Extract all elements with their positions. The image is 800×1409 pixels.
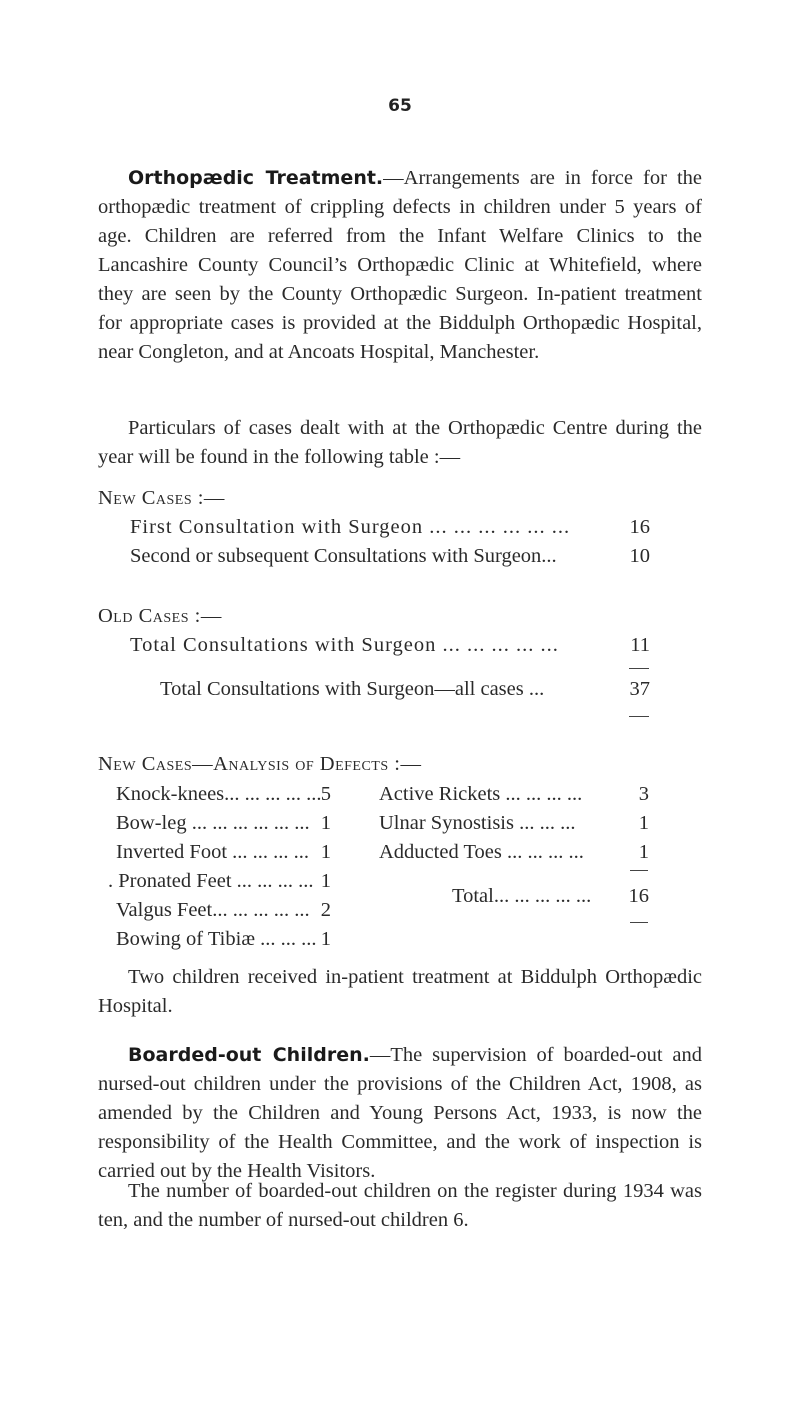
orthopaedic-body: —Arrangements are in force for the orthopædic treatment of crippling defects in children under 5 years of age. Children are referred from the Infant Welfare Clinics to the Lancashire County Council’s Orthopædic Clinic at Whitefield, where they are seen by the County Orthopædic Surgeon. In-patient treatment for appropriate cases is provided at the Biddulph Orthopædic Hospital, near Congleton, and at Ancoats Hospital, Manchester. [98, 167, 702, 363]
defect-label: Knock-knees... ... ... ... ... [116, 783, 322, 805]
defect-label: Active Rickets ... ... ... ... [379, 783, 583, 805]
page-number: 65 [388, 96, 412, 116]
total-consultation-label: Total Consultations with Surgeon—all cases ... [160, 678, 545, 700]
defect-value: 1 [638, 812, 649, 834]
defect-label: Bow-leg ... ... ... ... ... ... [116, 812, 310, 834]
rule-below-defect-total [630, 922, 648, 923]
defect-total-value: 16 [628, 885, 649, 907]
defect-value: 1 [320, 812, 331, 834]
rule-below-total [629, 716, 649, 717]
rule-above-defect-total [630, 870, 648, 871]
particulars-paragraph: Particulars of cases dealt with at the Orthopædic Centre during the year will be found in the following table :— [98, 417, 702, 468]
total-consultation-value: 37 [629, 678, 650, 700]
defect-label: Adducted Toes ... ... ... ... [379, 841, 584, 863]
defect-label: . Pronated Feet ... ... ... ... [108, 870, 314, 892]
defect-value: 5 [320, 783, 331, 805]
defect-value: 1 [638, 841, 649, 863]
orthopaedic-heading: Orthopædic Treatment. [128, 167, 384, 189]
defect-label: Bowing of Tibiæ ... ... ... [116, 928, 317, 950]
defect-value: 1 [320, 841, 331, 863]
second-consultation-value: 10 [629, 545, 650, 567]
second-consultation-label: Second or subsequent Consultations with Surgeon... [130, 545, 557, 567]
old-consultation-value: 11 [630, 634, 650, 656]
rule-above-total [629, 668, 649, 669]
defect-total-label: Total... ... ... ... ... [452, 885, 592, 907]
first-consultation-label: First Consultation with Surgeon ... ... ... ... ... ... [130, 516, 571, 538]
defect-label: Ulnar Synostisis ... ... ... [379, 812, 576, 834]
first-consultation-value: 16 [629, 516, 650, 538]
defect-label: Inverted Foot ... ... ... ... [116, 841, 310, 863]
inpatient-paragraph: Two children received in-patient treatment at Biddulph Orthopædic Hospital. [98, 966, 702, 1017]
register-paragraph: The number of boarded-out children on the register during 1934 was ten, and the number of nursed-out children 6. [98, 1180, 702, 1231]
defect-value: 3 [638, 783, 649, 805]
old-consultation-label: Total Consultations with Surgeon ... ... ... ... ... [130, 634, 559, 656]
boarded-body: —The supervision of boarded-out and nursed-out children under the provisions of the Children Act, 1908, as amended by the Children and Young Persons Act, 1933, is now the responsibility of the Health Committee, and the work of inspection is carried out by the Health Visitors. [98, 1044, 702, 1182]
boarded-heading: Boarded-out Children. [128, 1044, 370, 1066]
defect-value: 1 [320, 870, 331, 892]
defect-value: 1 [320, 928, 331, 950]
boarded-paragraph [98, 1041, 702, 1186]
analysis-heading: New Cases—Analysis of Defects :— [98, 753, 422, 775]
new-cases-heading: New Cases :— [98, 487, 225, 509]
orthopaedic-paragraph [98, 164, 702, 367]
defect-value: 2 [320, 899, 331, 921]
old-cases-heading: Old Cases :— [98, 605, 222, 627]
defect-label: Valgus Feet... ... ... ... ... [116, 899, 310, 921]
